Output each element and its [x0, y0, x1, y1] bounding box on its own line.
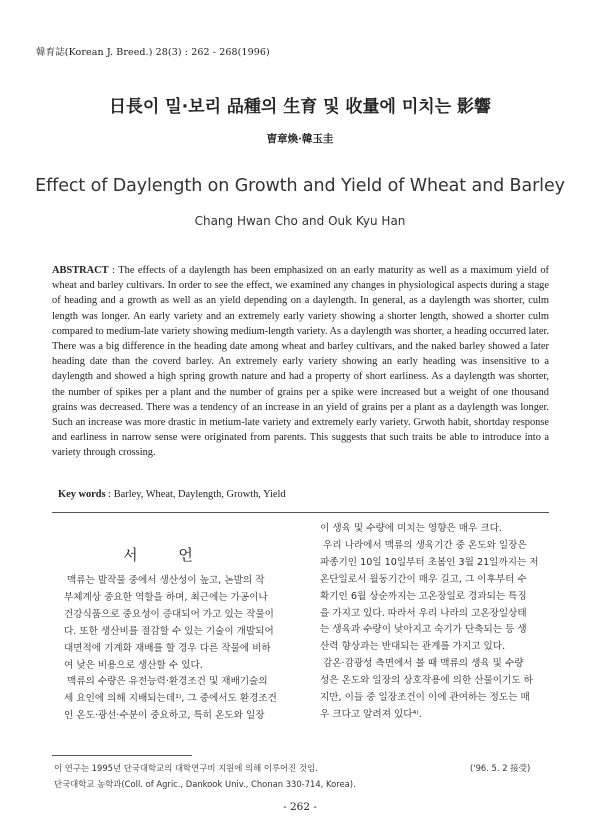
keywords-divider: [52, 512, 549, 513]
keywords: [58, 489, 548, 500]
intro-heading: 서 언: [123, 546, 211, 564]
abstract-text: : The effects of a daylength has been emphasized on an early maturity as well as a maximum yield of wheat and barley cultivars. In order to see the effect, we examined any changes in physiological aspects during a stage of heading and a growth as well as an yield depending on a daylength. In general, as a daylength was shorter, culm length was longer. An early variety and an extremely early variety showing a shorter length, showed a shorter culm compared to medium-late variety showing medium-length variety. As a daylength was shorter, a heading occurred later. There was a big difference in the heading date among wheat and barley cultivars, and the naked barley showed a later heading date than the coverd barley. An extremely early variety showing an early heading was insensitive to a daylength and showed a high spring growth nature and had a property of short earliness. As a daylength was shorter, the number of spikes per a plant and the number of grains per a spike were increased but a weight of one thousand grains was decreased. There was a tendency of an increase in an yield of grains per a plant as a daylength was longer. Such an increase was more drastic in metium-late variety and extremely early variety. Grwoth habit, shortday response and earliness in narrow sense were originated from parents. This suggests that such traits be able to introduce into a variety through crossing.: [52, 265, 549, 459]
english-title: Effect of Daylength on Growth and Yield of Wheat and Barley: [35, 176, 565, 196]
journal-header: 韓育誌(Korean J. Breed.) 28(3) : 262 - 268(1996): [36, 47, 270, 58]
footnote-divider: [52, 755, 192, 756]
korean-title: 日長이 밀·보리 品種의 生育 및 收量에 미치는 影響: [108, 97, 492, 117]
korean-authors: 曺章煥·韓玉圭: [266, 133, 334, 145]
page-number: - 262 -: [283, 801, 317, 813]
keywords-text: : Barley, Wheat, Daylength, Growth, Yield: [108, 489, 286, 500]
abstract-label: ABSTRACT: [52, 265, 109, 276]
received-date: ('96. 5. 2 接受): [470, 763, 531, 773]
intro-left-column: 맥류는 발작물 중에서 생산성이 높고, 논발의 작 부체계상 중요한 역할을 하며, 최근에는 가공이나 건강식품으로 중요성이 증대되어 가고 있는 작물이 다. 또한 생산비를 절감할 수 있는 기술이 개발되어 대면적에 기계화 재배를 할 경우 다른 작물에 비하 여 낮은 비용으로 생산할 수 있다. 맥류의 수량은 유전능력·환경조건 및 재배기술의 세 요인에 의해 지배되는데¹⁾, 그 중에서도 환경조건 인 온도·광선·수분이 중요하고, 특히 온도와 일장: [64, 575, 277, 722]
abstract: [52, 263, 549, 461]
keywords-label: Key words: [58, 489, 106, 500]
intro-right-column: 이 생육 및 수량에 미치는 영향은 매우 크다. 우리 나라에서 맥류의 생육기간 중 온도와 일장은 파종기인 10일 10일부터 초봄인 3월 21일까지는 저 온단일로서 월동기간이 매우 길고, 그 이후부터 수 확기인 6월 상순까지는 고온장일로 경과되는 특징 을 가지고 있다. 따라서 우리 나라의 고온장일상태 는 생육과 수량이 낮아지고 숙기가 단축되는 등 생 산력 향상과는 반대되는 관계를 가지고 있다. 감온·감광성 측면에서 볼 때 맥류의 생육 및 수량 성은 온도와 일장의 상호작용에 의한 산물이기도 하 지만, 이들 중 일장조건이 이에 관여하는 정도는 매 우 크다고 알려져 있다⁴⁾.: [320, 523, 539, 720]
english-authors: Chang Hwan Cho and Ouk Kyu Han: [194, 214, 406, 228]
footnote-affiliation: 단국대학교 농학과(Coll. of Agric., Dankook Univ., Chonan 330-714, Korea).: [54, 779, 356, 789]
footnote-funding: 이 연구는 1995년 단국대학교의 대학연구비 지원에 의해 이루어진 것임.: [54, 763, 318, 773]
